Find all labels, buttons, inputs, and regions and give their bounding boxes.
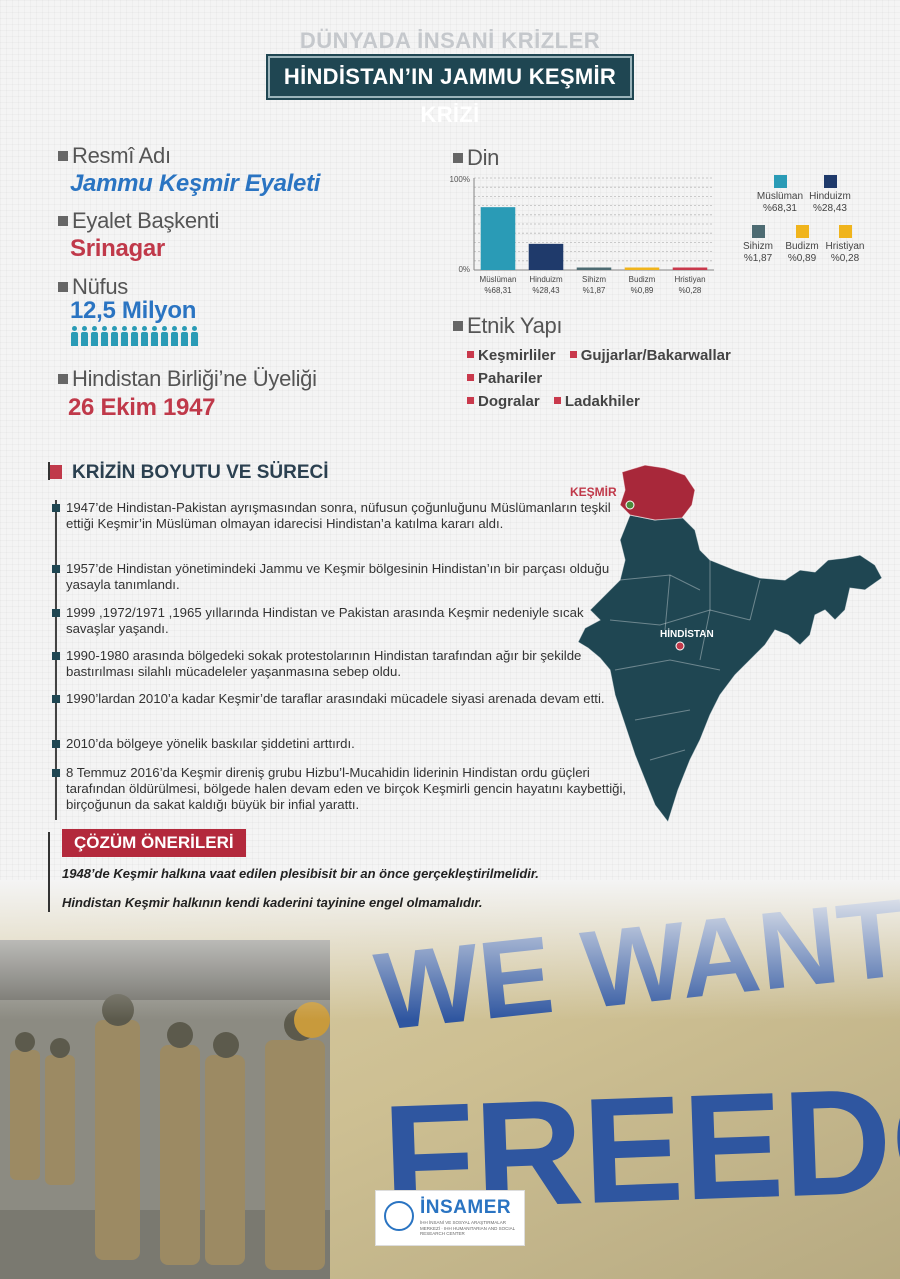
bar: [625, 268, 660, 271]
y-tick-label: 100%: [449, 175, 470, 184]
legend-swatch-icon: [824, 175, 837, 188]
timeline-marker-icon: [52, 740, 60, 748]
india-marker-icon: [676, 642, 684, 650]
person-icon: [130, 326, 138, 346]
official-name-label: Resmî Adı: [58, 143, 171, 169]
person-icon: [110, 326, 118, 346]
religion-bar-chart: [448, 170, 718, 302]
bullet-square-icon: [58, 374, 68, 384]
legend-swatch-icon: [752, 225, 765, 238]
population-label: Nüfus: [58, 274, 128, 300]
timeline-item: 1999 ,1972/1971 ,1965 yıllarında Hindistan ve Pakistan arasında Keşmir nedeniyle sıcak savaşlar yaşandı.: [52, 605, 627, 637]
solutions-divider: [48, 832, 50, 912]
ethnic-list: [467, 344, 797, 413]
person-icon: [160, 326, 168, 346]
insamer-logo: İNSAMER İHH İNSANİ VE SOSYAL ARAŞTIRMALAR MERKEZİ · IHH HUMANITARIAN AND SOCIAL RESEARCH CENTER: [375, 1190, 525, 1246]
kashmir-map-label: KEŞMİR: [570, 485, 617, 499]
bullet-square-icon: [58, 216, 68, 226]
page-title: HİNDİSTAN’IN JAMMU KEŞMİR KRİZİ: [283, 64, 617, 127]
timeline-item: 8 Temmuz 2016’da Keşmir direniş grubu Hizbu’l-Mucahidin liderinin Hindistan ordu güçleri tarafından öldürülmesi, bölgede halen devam eden ve birçok Keşmirli gencin hayatını kaybettiği, birçoğunun da sakat kaldığı büyük bir infial yarattı.: [52, 765, 627, 813]
person-icon: [90, 326, 98, 346]
category-label: Müslüman: [479, 275, 517, 284]
official-name-value: Jammu Keşmir Eyaleti: [70, 170, 321, 197]
bar: [673, 268, 708, 271]
red-square-icon: [554, 397, 561, 404]
legend-swatch-icon: [774, 175, 787, 188]
category-value-label: %0,28: [678, 286, 702, 295]
red-square-icon: [570, 351, 577, 358]
bar: [529, 244, 564, 270]
timeline-item: 1957’de Hindistan yönetimindeki Jammu ve Keşmir bölgesinin Hindistan’ın bir parçası olduğu yasayla tanımlandı.: [52, 561, 627, 593]
category-value-label: %28,43: [532, 286, 560, 295]
crisis-section-title: KRİZİN BOYUTU VE SÜRECİ: [48, 462, 329, 484]
category-label: Hinduizm: [529, 275, 563, 284]
legend-item-buddhism: Budizm %0,89: [777, 225, 827, 265]
page-title-box: [268, 56, 632, 127]
category-label: Sihizm: [581, 275, 607, 284]
ethnic-item: Keşmirliler: [467, 347, 556, 364]
timeline-item: 2010’da bölgeye yönelik baskılar şiddetini arttırdı.: [52, 736, 627, 752]
y-tick-label: 0%: [458, 265, 470, 274]
capital-value: Srinagar: [70, 235, 165, 262]
person-icon: [190, 326, 198, 346]
person-icon: [170, 326, 178, 346]
ethnic-item: Dogralar: [467, 393, 540, 410]
ethnic-item: Pahariler: [467, 370, 542, 387]
category-value-label: %0,89: [630, 286, 654, 295]
bullet-square-icon: [453, 321, 463, 331]
timeline-item: 1947’de Hindistan-Pakistan ayrışmasından sonra, nüfusun çoğunluğunu Müslümanların teşkil ettiği Keşmir’in Müslüman olmayan idarecisi Hindistan’a katılma kararı aldı.: [52, 500, 627, 532]
membership-value: 26 Ekim 1947: [68, 394, 216, 421]
legend-item-sikhism: Sihizm %1,87: [733, 225, 783, 265]
population-value: 12,5 Milyon: [70, 297, 197, 324]
person-icon: [120, 326, 128, 346]
kashmir-marker-icon: [626, 501, 634, 509]
timeline-marker-icon: [52, 504, 60, 512]
solutions-title: ÇÖZÜM ÖNERİLERİ: [62, 829, 246, 857]
category-value-label: %68,31: [484, 286, 512, 295]
category-label: Hristiyan: [674, 275, 706, 284]
person-icon: [80, 326, 88, 346]
super-title: DÜNYADA İNSANİ KRİZLER: [299, 28, 601, 53]
legend-item-christian: Hristiyan %0,28: [820, 225, 870, 265]
timeline-item: 1990’lardan 2010’a kadar Keşmir’de taraflar arasındaki mücadele siyasi arenada devam etti.: [52, 691, 627, 707]
red-square-icon: [467, 374, 474, 381]
bullet-square-icon: [58, 151, 68, 161]
ethnic-title: Etnik Yapı: [453, 313, 562, 339]
ethnic-item: Ladakhiler: [554, 393, 640, 410]
capital-label: Eyalet Başkenti: [58, 208, 219, 234]
bar: [577, 268, 612, 271]
person-icon: [180, 326, 188, 346]
timeline-marker-icon: [52, 695, 60, 703]
legend-item-hinduism: Hinduizm %28,43: [805, 175, 855, 215]
red-square-icon: [48, 465, 62, 479]
globe-icon: [384, 1201, 414, 1231]
india-map: [560, 460, 890, 830]
legend-swatch-icon: [796, 225, 809, 238]
kashmir-shape: [620, 465, 695, 520]
religion-title: Din: [453, 145, 499, 171]
legend-swatch-icon: [839, 225, 852, 238]
timeline-marker-icon: [52, 609, 60, 617]
person-icon: [70, 326, 78, 346]
solution-item: Hindistan Keşmir halkının kendi kaderini tayinine engel olmamalıdır.: [62, 895, 483, 910]
legend-item-muslim: Müslüman %68,31: [755, 175, 805, 215]
red-square-icon: [467, 351, 474, 358]
solution-item: 1948’de Keşmir halkına vaat edilen plesibisit bir an önce gerçekleştirilmelidir.: [62, 866, 539, 881]
category-label: Budizm: [628, 275, 656, 284]
person-icon: [140, 326, 148, 346]
bullet-square-icon: [58, 282, 68, 292]
timeline-marker-icon: [52, 769, 60, 777]
population-people-icons: [70, 326, 198, 346]
person-icon: [150, 326, 158, 346]
timeline-item: 1990-1980 arasında bölgedeki sokak protestolarının Hindistan tarafından ağır bir şekilde bastırılması silahlı mücadeleler yaşanmasına sebep oldu.: [52, 648, 627, 680]
india-map-label: HİNDİSTAN: [660, 629, 714, 640]
ethnic-item: Gujjarlar/Bakarwallar: [570, 347, 731, 364]
timeline-marker-icon: [52, 565, 60, 573]
bar: [481, 207, 516, 270]
section-divider: [48, 462, 50, 480]
red-square-icon: [467, 397, 474, 404]
religion-legend: [742, 175, 875, 275]
membership-label: Hindistan Birliği’ne Üyeliği: [58, 366, 317, 392]
person-icon: [100, 326, 108, 346]
category-value-label: %1,87: [582, 286, 606, 295]
bullet-square-icon: [453, 153, 463, 163]
timeline-marker-icon: [52, 652, 60, 660]
